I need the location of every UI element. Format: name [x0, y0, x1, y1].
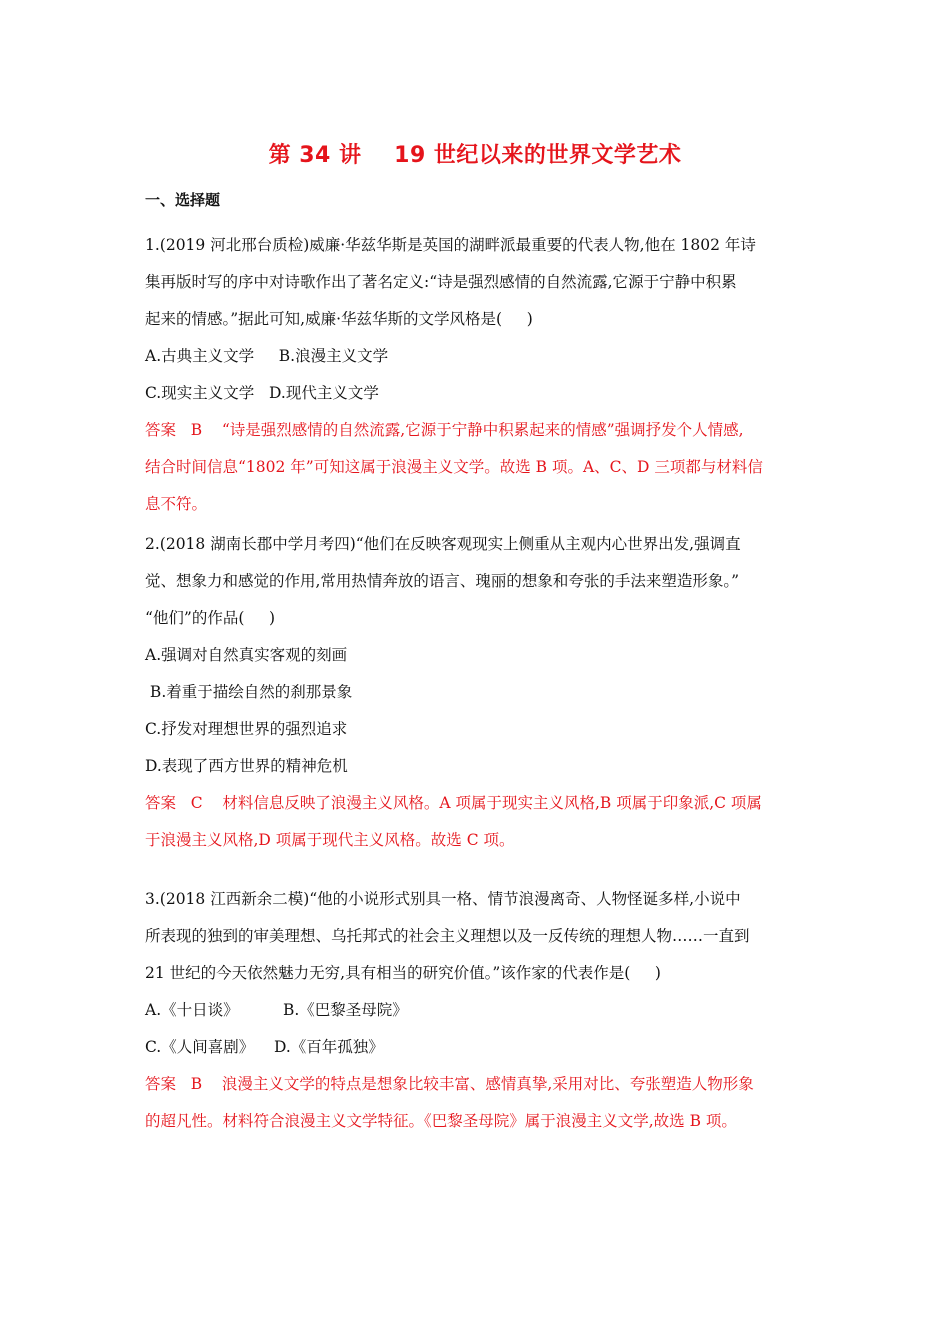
question-stem-line: “他们”的作品( ) — [145, 609, 276, 627]
answer-line: 于浪漫主义风格,D 项属于现代主义风格。故选 C 项。 — [145, 831, 515, 849]
option-line: C.抒发对理想世界的强烈追求 — [145, 720, 348, 738]
answer-line: 答案 B “诗是强烈感情的自然流露,它源于宁静中积累起来的情感”强调抒发个人情感, — [145, 421, 744, 439]
question-stem-line: 觉、想象力和感觉的作用,常用热情奔放的语言、瑰丽的想象和夸张的手法来塑造形象。” — [145, 572, 740, 590]
option-line: A.强调对自然真实客观的刻画 — [145, 646, 348, 664]
question-stem-line: 2.(2018 湖南长郡中学月考四)“他们在反映客观现实上侧重从主观内心世界出发,强调直 — [145, 535, 741, 553]
answer-line: 的超凡性。材料符合浪漫主义文学特征。《巴黎圣母院》属于浪漫主义文学,故选 B 项。 — [145, 1112, 737, 1130]
answer-line: 答案 B 浪漫主义文学的特点是想象比较丰富、感情真挚,采用对比、夸张塑造人物形象 — [145, 1075, 754, 1093]
page-title: 第 34 讲 19 世纪以来的世界文学艺术 — [268, 143, 682, 168]
answer-line: 答案 C 材料信息反映了浪漫主义风格。A 项属于现实主义风格,B 项属于印象派,C 项属 — [145, 794, 762, 812]
question-stem-line: 3.(2018 江西新余二模)“他的小说形式别具一格、情节浪漫离奇、人物怪诞多样,小说中 — [145, 890, 741, 908]
section-heading: 一、选择题 — [145, 191, 221, 209]
question-stem-line: 起来的情感。”据此可知,威廉·华兹华斯的文学风格是( ) — [145, 310, 533, 328]
question-3 — [145, 881, 805, 1140]
option-line: C.现实主义文学 D.现代主义文学 — [145, 384, 379, 402]
option-line: D.表现了西方世界的精神危机 — [145, 757, 348, 775]
option-line: C.《人间喜剧》 D.《百年孤独》 — [145, 1038, 384, 1056]
answer-line: 结合时间信息“1802 年”可知这属于浪漫主义文学。故选 B 项。A、C、D 三项都与材料信 — [145, 458, 763, 476]
option-line: B.着重于描绘自然的刹那景象 — [145, 683, 353, 701]
question-1 — [145, 227, 805, 523]
question-stem-line: 1.(2019 河北邢台质检)威廉·华兹华斯是英国的湖畔派最重要的代表人物,他在 1802 年诗 — [145, 236, 756, 254]
question-stem-line: 所表现的独到的审美理想、乌托邦式的社会主义理想以及一反传统的理想人物……一直到 — [145, 927, 750, 945]
question-stem-line: 21 世纪的今天依然魅力无穷,具有相当的研究价值。”该作家的代表作是( ) — [145, 964, 661, 982]
answer-line: 息不符。 — [145, 495, 208, 513]
question-stem-line: 集再版时写的序中对诗歌作出了著名定义:“诗是强烈感情的自然流露,它源于宁静中积累 — [145, 273, 737, 291]
option-line: A.《十日谈》 B.《巴黎圣母院》 — [145, 1001, 408, 1019]
question-2 — [145, 526, 805, 859]
option-line: A.古典主义文学 B.浪漫主义文学 — [145, 347, 389, 365]
